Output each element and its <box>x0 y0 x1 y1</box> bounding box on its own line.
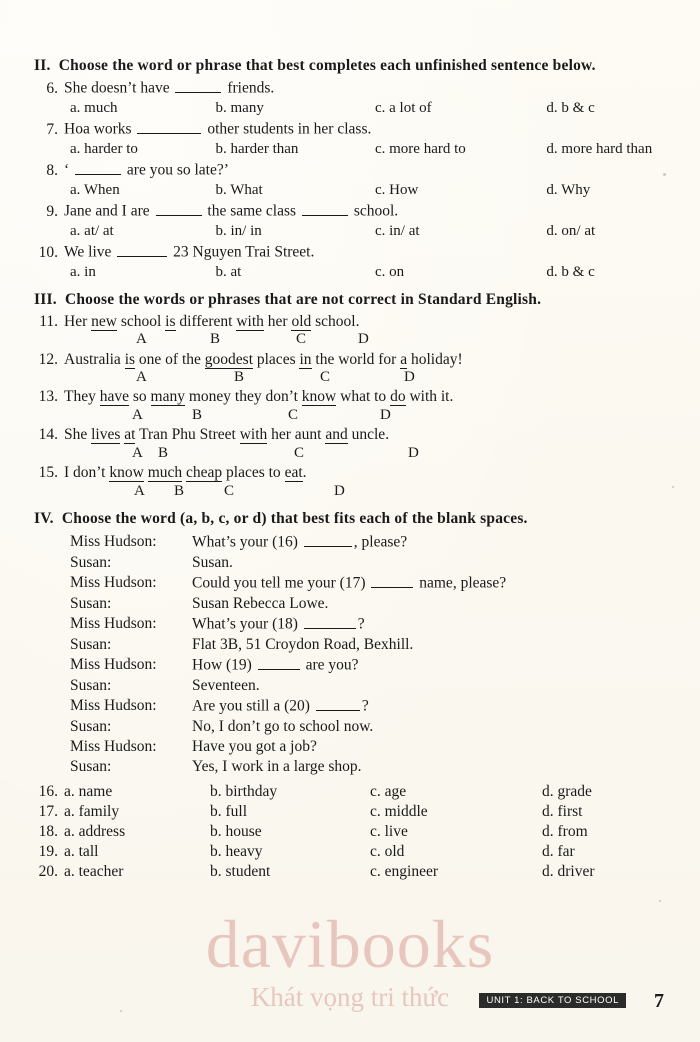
paper-speck <box>659 900 661 902</box>
plain-segment: the world for <box>311 350 401 368</box>
error-id-block <box>34 464 666 500</box>
underlined-segment[interactable]: know <box>301 388 337 406</box>
error-id-line <box>34 351 666 370</box>
plain-segment: I don’t <box>64 464 110 482</box>
option-choice[interactable]: d. driver <box>542 862 595 880</box>
dialog-text <box>192 655 666 676</box>
marker-label[interactable]: D <box>380 407 392 424</box>
dialog-speaker: Miss Hudson: <box>70 574 157 592</box>
question-text <box>64 119 666 139</box>
option-choice[interactable]: a. family <box>64 803 120 821</box>
question-text-after: school. <box>353 202 399 220</box>
option-choice[interactable]: b. many <box>215 99 264 116</box>
dialog-speaker: Susan: <box>70 717 112 735</box>
underlined-segment[interactable]: cheap <box>186 464 223 482</box>
underlined-segment[interactable]: with <box>239 426 268 444</box>
marker-label[interactable]: A <box>134 482 146 499</box>
dialog-text-before: Could you tell me your (17) <box>192 574 366 592</box>
underlined-segment[interactable]: much <box>147 464 183 482</box>
dialog-text-before: Are you still a (20) <box>192 697 310 715</box>
paper-speck <box>663 173 666 176</box>
dialog-text-before: Have you got a job? <box>192 737 317 755</box>
marker-label[interactable]: C <box>224 482 235 499</box>
section-2-heading <box>34 56 666 76</box>
marker-label[interactable]: B <box>234 369 245 386</box>
page-number: 7 <box>654 990 664 1012</box>
underlined-segment[interactable]: new <box>91 312 117 330</box>
underlined-segment[interactable]: in <box>299 350 312 368</box>
question-number: 7. <box>46 121 58 139</box>
option-row <box>34 181 666 200</box>
plain-segment: . <box>302 464 307 482</box>
question-number: 18. <box>38 822 58 840</box>
option-row <box>34 222 666 241</box>
answer-row <box>34 862 666 882</box>
answer-row <box>34 822 666 842</box>
option-choice[interactable]: b. What <box>215 181 263 198</box>
marker-label[interactable]: B <box>158 444 169 461</box>
underlined-segment[interactable]: is <box>165 312 176 330</box>
question-line <box>34 160 666 180</box>
answer-blank[interactable] <box>156 201 202 216</box>
option-choice[interactable]: d. on/ at <box>546 222 596 239</box>
section-4-title: Choose the word (a, b, c, or d) that best fits each of the blank spaces. <box>61 509 528 527</box>
marker-label[interactable]: A <box>136 369 148 386</box>
marker-label[interactable]: D <box>404 369 416 386</box>
question-number: 13. <box>38 388 58 406</box>
dialog-row <box>70 655 666 676</box>
question-number: 17. <box>38 803 58 821</box>
option-choice[interactable]: c. old <box>370 842 405 860</box>
dialog-row <box>70 573 666 594</box>
question-number: 11. <box>39 312 58 330</box>
question-text-before: We live <box>64 243 112 261</box>
dialog-text-after: ? <box>357 615 365 633</box>
dialog-row <box>70 717 666 737</box>
plain-segment: school. <box>311 312 360 330</box>
underlined-segment[interactable]: is <box>124 350 136 368</box>
error-id-block <box>34 313 666 349</box>
watermark-title: davibooks <box>205 906 495 982</box>
question-text-after: are you so late?’ <box>126 162 229 180</box>
dialog-row <box>70 594 666 614</box>
marker-row <box>34 369 666 386</box>
underlined-segment[interactable]: many <box>150 388 185 406</box>
question-number: 6. <box>46 80 58 98</box>
plain-segment: She <box>64 426 92 444</box>
answer-row <box>34 842 666 862</box>
page-footer <box>0 988 700 1012</box>
dialog-speaker: Miss Hudson: <box>70 737 157 755</box>
underlined-segment[interactable]: goodest <box>204 350 253 368</box>
dialog-text <box>192 737 666 757</box>
section-4-dialog <box>34 532 666 777</box>
option-choice[interactable]: a. harder to <box>70 140 138 157</box>
dialog-row <box>70 532 666 553</box>
error-id-block <box>34 388 666 424</box>
sentence-text <box>64 313 666 332</box>
option-choice[interactable]: c. middle <box>370 803 428 821</box>
dialog-speaker: Susan: <box>70 758 112 776</box>
plain-segment: They <box>64 388 100 406</box>
marker-row <box>34 483 666 500</box>
dialog-text-before: How (19) <box>192 656 252 674</box>
dialog-text-before: What’s your (16) <box>192 534 298 552</box>
option-row <box>34 140 666 159</box>
option-choice[interactable]: b. student <box>210 862 271 880</box>
dialog-text-before: What’s your (18) <box>192 615 298 633</box>
option-choice[interactable]: a. teacher <box>64 862 124 880</box>
answer-blank[interactable] <box>302 201 348 216</box>
section-3-heading <box>34 290 666 310</box>
dialog-row <box>70 635 666 655</box>
sentence-text <box>64 464 666 483</box>
answer-blank[interactable] <box>258 655 300 670</box>
underlined-segment[interactable]: eat <box>284 464 303 482</box>
option-choice[interactable]: c. more hard to <box>374 140 466 157</box>
plain-segment: Tran Phu Street <box>135 426 240 444</box>
underlined-segment[interactable]: do <box>390 388 406 406</box>
question-number: 14. <box>38 426 58 444</box>
section-2-title: Choose the word or phrase that best completes each unfinished sentence below. <box>58 57 596 74</box>
marker-row <box>34 407 666 424</box>
plain-segment: money they don’t <box>184 388 302 406</box>
dialog-row <box>70 553 666 573</box>
marker-label[interactable]: D <box>408 444 420 461</box>
sentence-text <box>64 388 666 407</box>
plain-segment: so <box>129 388 151 406</box>
error-id-line <box>34 464 666 483</box>
error-id-line <box>34 388 666 407</box>
answer-blank[interactable] <box>117 242 167 257</box>
option-choice[interactable]: a. tall <box>64 842 99 860</box>
underlined-segment[interactable]: and <box>325 426 348 444</box>
question-line <box>34 119 666 139</box>
question-text-after: other students in her class. <box>207 121 372 139</box>
marker-label[interactable]: B <box>174 482 185 499</box>
question-text-before: Hoa works <box>64 121 132 139</box>
question-text-after: friends. <box>227 80 275 98</box>
error-id-line <box>34 426 666 445</box>
underlined-segment[interactable]: at <box>124 426 136 444</box>
question-line <box>34 242 666 262</box>
answer-blank[interactable] <box>137 119 201 134</box>
question-text <box>64 78 666 98</box>
dialog-text <box>192 676 666 696</box>
underlined-segment[interactable]: have <box>99 388 129 406</box>
plain-segment: Australia <box>64 350 125 368</box>
dialog-row <box>70 614 666 635</box>
dialog-row <box>70 737 666 757</box>
answer-row <box>34 802 666 822</box>
section-3-number: III. <box>34 291 57 309</box>
option-choice[interactable]: d. more hard than <box>546 140 653 157</box>
plain-segment: holiday! <box>407 350 463 368</box>
marker-label[interactable]: B <box>192 407 203 424</box>
option-choice[interactable]: a. name <box>64 783 113 801</box>
option-choice[interactable]: a. at/ at <box>70 222 114 239</box>
option-row <box>34 263 666 282</box>
dialog-text-before: No, I don’t go to school now. <box>192 717 374 735</box>
option-choice[interactable]: b. in/ in <box>215 222 262 239</box>
underlined-segment[interactable]: old <box>291 312 312 330</box>
answer-blank[interactable] <box>304 614 356 629</box>
question-text-after: 23 Nguyen Trai Street. <box>173 243 315 261</box>
option-choice[interactable]: c. in/ at <box>374 222 420 239</box>
plain-segment: Her <box>64 312 92 330</box>
plain-segment: places <box>253 350 300 368</box>
dialog-speaker: Susan: <box>70 676 112 694</box>
question-text-middle: the same class <box>207 202 297 220</box>
dialog-text <box>192 635 666 655</box>
dialog-speaker: Miss Hudson: <box>70 697 157 715</box>
dialog-text-before: Yes, I work in a large shop. <box>192 758 362 776</box>
dialog-text-after: ? <box>361 697 369 715</box>
dialog-text-after: , please? <box>353 534 408 552</box>
dialog-speaker: Miss Hudson: <box>70 615 157 633</box>
dialog-speaker: Susan: <box>70 554 112 572</box>
sentence-text <box>64 351 666 370</box>
paper-speck <box>120 1010 122 1012</box>
question-text <box>64 242 666 262</box>
underlined-segment[interactable]: a <box>400 350 408 368</box>
question-block <box>34 160 666 199</box>
dialog-row <box>70 696 666 717</box>
plain-segment: places to <box>222 464 285 482</box>
marker-label[interactable]: A <box>132 407 144 424</box>
dialog-speaker: Miss Hudson: <box>70 656 157 674</box>
dialog-text-before: Susan Rebecca Lowe. <box>192 595 329 613</box>
answer-blank[interactable] <box>175 78 221 93</box>
option-choice[interactable]: c. engineer <box>370 862 438 880</box>
option-choice[interactable]: b. heavy <box>210 842 263 860</box>
question-number: 16. <box>38 783 58 801</box>
question-block <box>34 119 666 158</box>
option-choice[interactable]: b. at <box>215 263 242 280</box>
option-choice[interactable]: b. house <box>210 822 262 840</box>
plain-segment: with it. <box>405 388 454 406</box>
paper-speck <box>672 486 674 488</box>
option-choice[interactable]: b. harder than <box>215 140 299 157</box>
dialog-text <box>192 696 666 717</box>
option-choice[interactable]: d. Why <box>546 181 591 198</box>
question-text <box>64 201 666 221</box>
plain-segment: her aunt <box>267 426 326 444</box>
question-text-before: She doesn’t have <box>64 80 170 98</box>
marker-label[interactable]: C <box>288 407 299 424</box>
dialog-text <box>192 532 666 553</box>
error-id-block <box>34 426 666 462</box>
question-text-before: Jane and I are <box>64 202 150 220</box>
section-2-number: II. <box>34 57 51 74</box>
question-block <box>34 242 666 281</box>
section-4-answer-options <box>34 782 666 881</box>
section-3-items <box>34 313 666 500</box>
dialog-text <box>192 594 666 614</box>
question-block <box>34 78 666 117</box>
underlined-segment[interactable]: know <box>109 464 144 482</box>
question-number: 9. <box>46 202 58 220</box>
dialog-text-after: name, please? <box>419 574 507 592</box>
option-choice[interactable]: c. age <box>370 783 407 801</box>
option-choice[interactable]: a. in <box>70 263 96 280</box>
plain-segment: different <box>175 312 237 330</box>
marker-label[interactable]: B <box>210 331 221 348</box>
option-choice[interactable]: b. full <box>210 803 248 821</box>
plain-segment: her <box>263 312 292 330</box>
answer-blank[interactable] <box>371 573 413 588</box>
plain-segment: what to <box>336 388 391 406</box>
question-text <box>64 160 666 180</box>
option-choice[interactable]: d. from <box>542 822 588 840</box>
option-choice[interactable]: c. How <box>374 181 419 198</box>
underlined-segment[interactable]: lives <box>91 426 121 444</box>
underlined-segment[interactable]: with <box>236 312 264 330</box>
option-choice[interactable]: a. When <box>70 181 120 198</box>
question-number: 12. <box>38 350 58 368</box>
question-text-before: ‘ <box>64 162 70 180</box>
option-choice[interactable]: c. a lot of <box>374 99 432 116</box>
dialog-text <box>192 573 666 594</box>
dialog-row <box>70 676 666 696</box>
error-id-block <box>34 351 666 387</box>
section-4-number: IV. <box>34 509 54 527</box>
option-choice[interactable]: d. far <box>542 842 575 860</box>
answer-blank[interactable] <box>304 532 352 547</box>
section-2-questions <box>34 78 666 281</box>
plain-segment: uncle. <box>347 426 390 444</box>
footer-unit-tag: UNIT 1: BACK TO SCHOOL <box>479 993 626 1008</box>
marker-label[interactable]: A <box>132 444 144 461</box>
option-choice[interactable]: c. on <box>374 263 405 280</box>
question-number: 19. <box>38 842 58 860</box>
plain-segment: one of the <box>135 350 205 368</box>
page-content <box>34 56 666 881</box>
answer-row <box>34 782 666 802</box>
plain-segment: school <box>116 312 166 330</box>
question-line <box>34 201 666 221</box>
dialog-speaker: Susan: <box>70 636 112 653</box>
sentence-text <box>64 426 666 445</box>
question-number: 10. <box>38 243 58 261</box>
dialog-text-before: Seventeen. <box>192 676 260 694</box>
marker-row <box>34 331 666 348</box>
answer-blank[interactable] <box>75 160 121 175</box>
question-number: 8. <box>46 162 58 180</box>
dialog-text-before: Susan. <box>192 554 233 572</box>
marker-label[interactable]: C <box>296 331 307 348</box>
dialog-speaker: Susan: <box>70 595 112 613</box>
option-choice[interactable]: d. grade <box>542 783 592 801</box>
dialog-speaker: Miss Hudson: <box>70 533 157 551</box>
question-block <box>34 201 666 240</box>
dialog-text <box>192 553 666 573</box>
dialog-text <box>192 717 666 737</box>
option-choice[interactable]: c. live <box>370 822 408 840</box>
question-line <box>34 78 666 98</box>
option-choice[interactable]: a. address <box>64 822 126 840</box>
marker-row <box>34 445 666 462</box>
marker-label[interactable]: D <box>358 331 370 348</box>
dialog-text-after: are you? <box>305 656 359 674</box>
error-id-line <box>34 313 666 332</box>
option-choice[interactable]: d. first <box>542 803 583 821</box>
option-choice[interactable]: d. b & c <box>546 263 595 280</box>
section-4-heading <box>34 509 666 529</box>
marker-label[interactable]: C <box>294 444 305 461</box>
question-number: 15. <box>38 464 58 482</box>
dialog-row <box>70 757 666 777</box>
marker-label[interactable]: D <box>334 482 346 499</box>
marker-label[interactable]: A <box>136 331 148 348</box>
option-row <box>34 99 666 118</box>
option-choice[interactable]: a. much <box>70 99 118 116</box>
option-choice[interactable]: d. b & c <box>546 99 595 116</box>
section-3-title: Choose the words or phrases that are not correct in Standard English. <box>64 291 542 309</box>
marker-label[interactable]: C <box>320 369 331 386</box>
answer-blank[interactable] <box>316 696 360 711</box>
watermark-subtitle: Khát vọng tri thức <box>250 982 450 1012</box>
dialog-text <box>192 757 666 777</box>
question-number: 20. <box>38 862 58 880</box>
option-choice[interactable]: b. birthday <box>210 783 278 801</box>
dialog-text-before: Flat 3B, 51 Croydon Road, Bexhill. <box>192 636 414 653</box>
dialog-text <box>192 614 666 635</box>
